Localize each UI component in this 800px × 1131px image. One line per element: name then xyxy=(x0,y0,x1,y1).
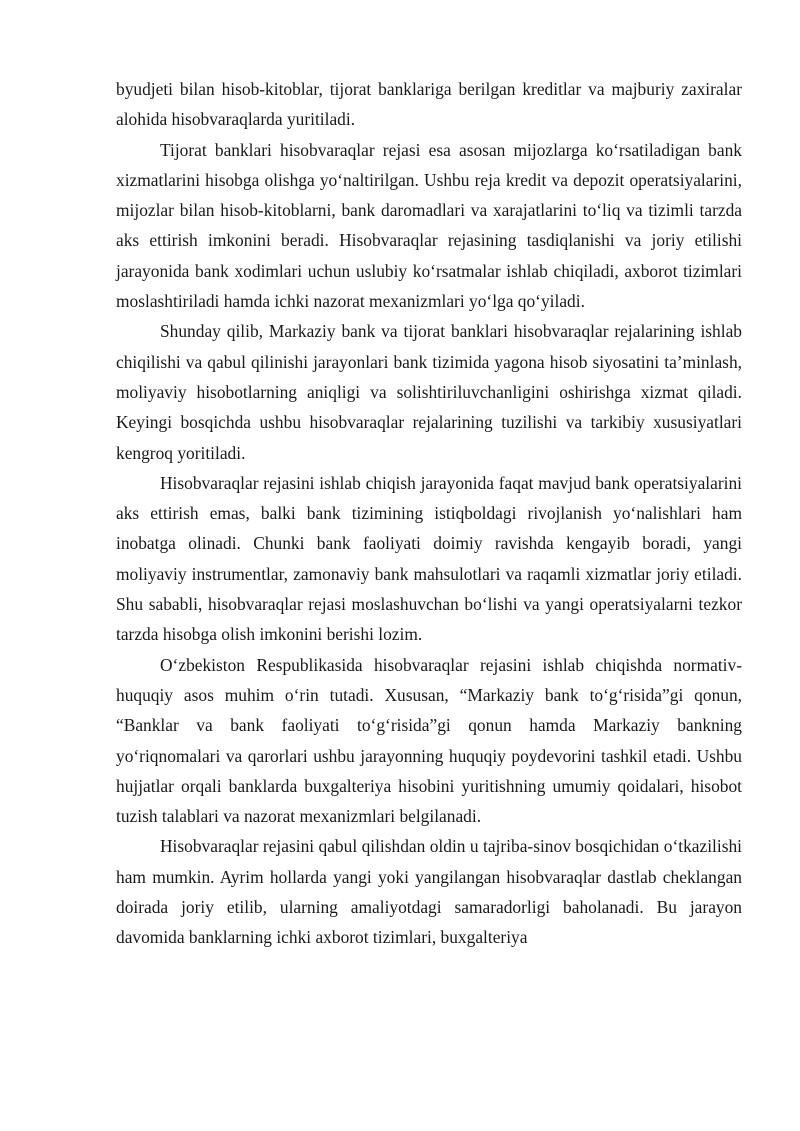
paragraph-conclusion: Shunday qilib, Markaziy bank va tijorat banklari hisobvaraqlar rejalarining ishlab chiqilishi va qabul qilinishi jarayonlari bank tizimida yagona hisob siyosatini ta’minlash, moliyaviy hisobotlarning aniqligi va solishtiriluvchanligini oshirishga xizmat qiladi. Keyingi bosqichda ushbu hisobvaraqlar rejalarining tuzilishi va tarkibiy xususiyatlari kengroq yoritiladi. xyxy=(116,321,742,463)
document-page xyxy=(116,74,742,953)
paragraph-legal-basis: O‘zbekiston Respublikasida hisobvaraqlar rejasini ishlab chiqishda normativ-huquqiy asos muhim o‘rin tutadi. Xususan, “Markaziy bank to‘g‘risida”gi qonun, “Banklar va bank faoliyati to‘g‘risida”gi qonun hamda Markaziy bankning yo‘riqnomalari va qarorlari ushbu jarayonning huquqiy poydevorini tashkil etadi. Ushbu hujjatlar orqali banklarda buxgalteriya hisobini yuritishning umumiy qoidalari, hisobot tuzish talablari va nazorat mexanizmlari belgilanadi. xyxy=(116,654,742,827)
paragraph-commercial-banks-chart-of-accounts: Tijorat banklari hisobvaraqlar rejasi esa asosan mijozlarga ko‘rsatiladigan bank xizmatlarini hisobga olishga yo‘naltirilgan. Ushbu reja kredit va depozit operatsiyalarini, mijozlar bilan hisob-kitoblarni, bank daromadlari va xarajatlarini to‘liq va tizimli tarzda aks ettirish imkonini beradi. Hisobvaraqlar rejasining tasdiqlanishi va joriy etilishi jarayonida bank xodimlari uchun uslubiy ko‘rsatmalar ishlab chiqiladi, axborot tizimlari moslashtiriladi hamda ichki nazorat mexanizmlari yo‘lga qo‘yiladi. xyxy=(116,139,742,312)
paragraph-development-process: Hisobvaraqlar rejasini ishlab chiqish jarayonida faqat mavjud bank operatsiyalarini aks ettirish emas, balki bank tizimining istiqboldagi rivojlanish yo‘nalishlari ham inobatga olinadi. Chunki bank faoliyati doimiy ravishda kengayib boradi, yangi moliyaviy instrumentlar, zamonaviy bank mahsulotlari va raqamli xizmatlar joriy etiladi. Shu sababli, hisobvaraqlar rejasi moslashuvchan bo‘lishi va yangi operatsiyalarni tezkor tarzda hisobga olish imkonini berishi lozim. xyxy=(116,472,742,645)
paragraph-continuation: byudjeti bilan hisob-kitoblar, tijorat banklariga berilgan kreditlar va majburiy zaxiralar alohida hisobvaraqlarda yuritiladi. xyxy=(116,79,742,130)
paragraph-pilot-testing: Hisobvaraqlar rejasini qabul qilishdan oldin u tajriba-sinov bosqichidan o‘tkazilishi ham mumkin. Ayrim hollarda yangi yoki yangilangan hisobvaraqlar dastlab cheklangan doirada joriy etilib, ularning amaliyotdagi samaradorligi baholanadi. Bu jarayon davomida banklarning ichki axborot tizimlari, buxgalteriya xyxy=(116,836,742,948)
